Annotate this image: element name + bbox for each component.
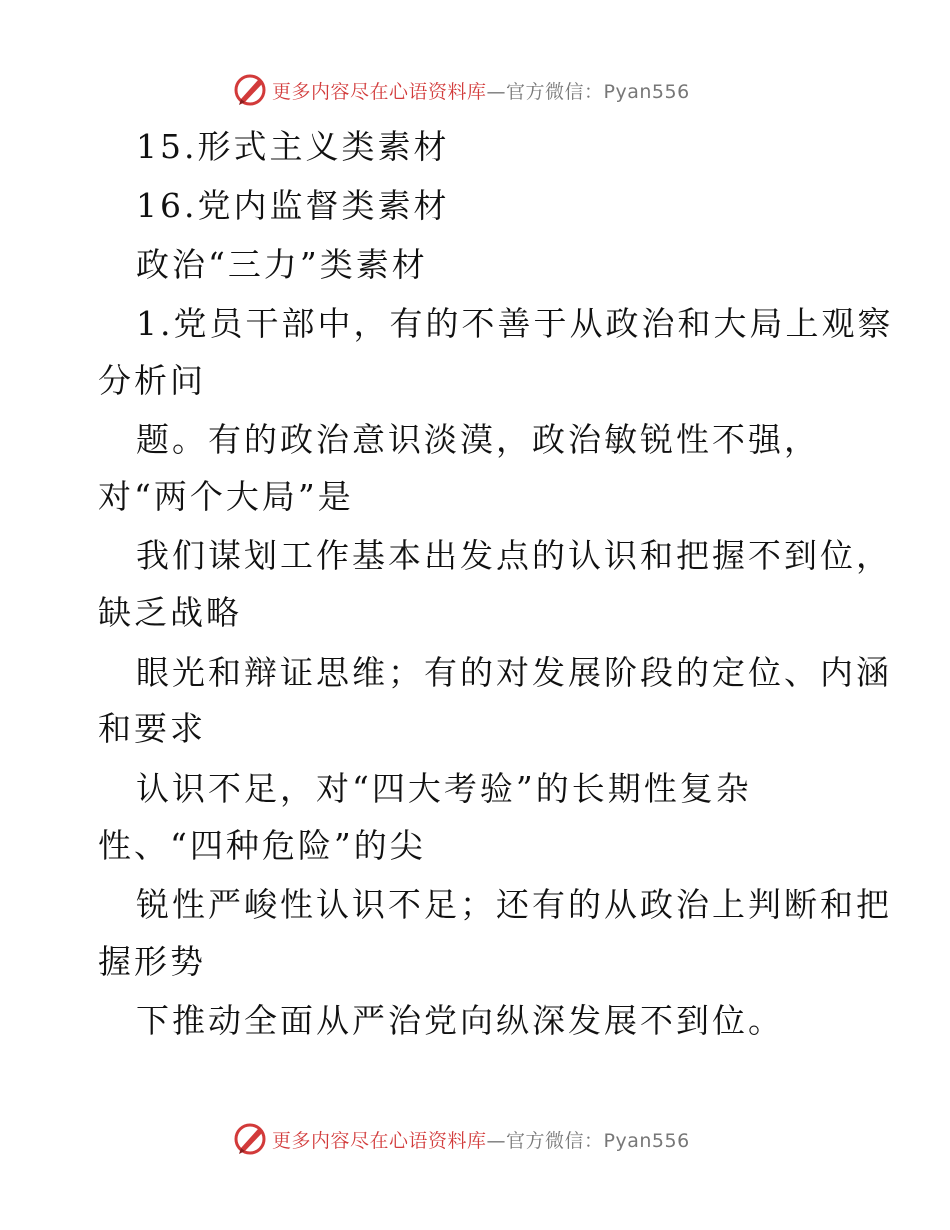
text-line: 下推动全面从严治党向纵深发展不到位。: [136, 1001, 784, 1040]
text-line: 锐性严峻性认识不足；还有的从政治上判断和把: [136, 885, 892, 924]
watermark-gray-text: —官方微信：Pyan556: [486, 80, 690, 103]
text-line: 16.党内监督类素材: [136, 186, 450, 225]
text-line: 对“两个大局”是: [98, 477, 354, 516]
text-line: 认识不足，对“四大考验”的长期性复杂: [136, 769, 752, 808]
text-line: 政治“三力”类素材: [136, 245, 428, 284]
text-line: 握形势: [98, 942, 206, 981]
text-line: 分析问: [98, 361, 206, 400]
watermark-red-text: 更多内容尽在心语资料库: [272, 1129, 487, 1152]
text-line: 15.形式主义类素材: [136, 127, 450, 166]
text-line: 眼光和辩证思维；有的对发展阶段的定位、内涵: [136, 653, 892, 692]
text-line: 性、“四种危险”的尖: [98, 826, 426, 865]
watermark-red-text: 更多内容尽在心语资料库: [272, 80, 487, 103]
text-line: 我们谋划工作基本出发点的认识和把握不到位，: [136, 536, 892, 575]
text-line: 和要求: [98, 709, 206, 748]
text-line: 题。有的政治意识淡漠，政治敏锐性不强，: [136, 420, 820, 459]
pen-logo-icon: [232, 1121, 268, 1157]
text-line: 缺乏战略: [98, 593, 242, 632]
footer-watermark: [232, 1119, 690, 1159]
text-line: 1.党员干部中，有的不善于从政治和大局上观察: [136, 304, 894, 343]
watermark-gray-text: —官方微信：Pyan556: [486, 1129, 690, 1152]
